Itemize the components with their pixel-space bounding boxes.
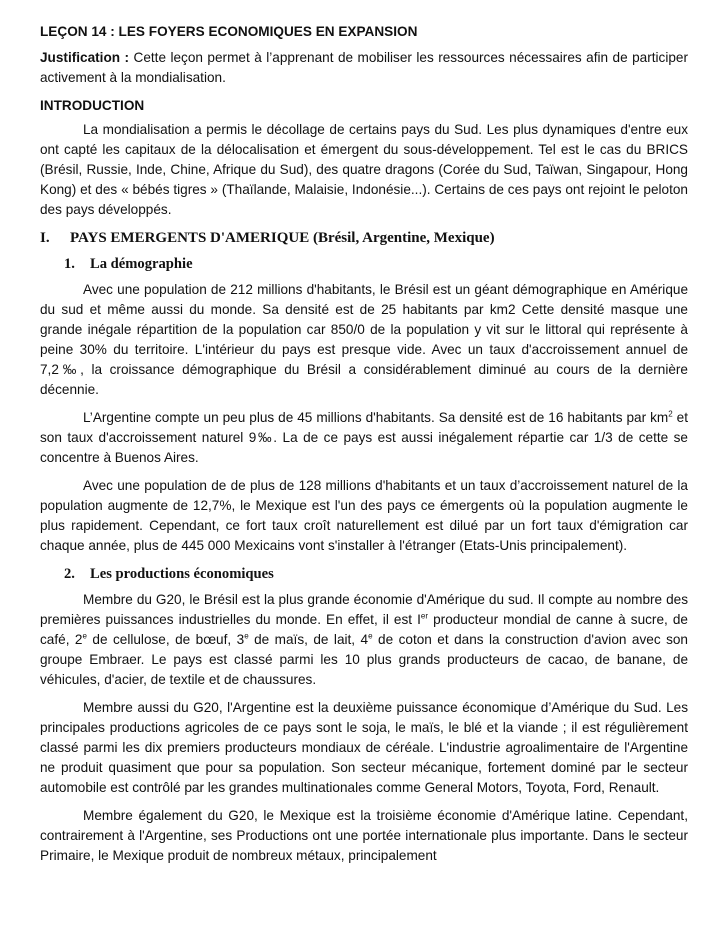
paragraph-text: L’Argentine compte un peu plus de 45 millions d'habitants. Sa densité est de 16 habitants par km <box>83 410 669 425</box>
paragraph-mexico-demography: Avec une population de de plus de 128 millions d'habitants et un taux d’accroissement naturel de la population augmente de 12,7%, le Mexique est l'un des pays ce émergents où la population augmente le plus rapidement. Cependant, ce fort taux croît naturellement est dilué par un fort taux d'émigration car chaque année, plus de 445 000 Mexicains vont s'installer à l'étranger (Etats-Unis principalement). <box>40 478 688 553</box>
superscript: e <box>82 631 87 641</box>
paragraph-brazil-demography: Avec une population de 212 millions d'habitants, le Brésil est un géant démographique en Amérique du sud et même aussi du monde. Sa densité est de 25 habitants par km2 Cette densité masque une grande inégale répartition de la population car 850/0 de la population y vit sur le littoral qui représente à peine 30% du territoire. L'intérieur du pays est presque vide. Avec un taux d'accroissement annuel de 7,2‰, la croissance démographique du Brésil a considérablement diminué au cours de la dernière décennie. <box>40 282 688 397</box>
section-1-number: I. <box>40 230 50 246</box>
section-1-heading <box>40 228 688 248</box>
superscript: e <box>244 631 249 641</box>
paragraph-text: de coton et dans la construction d'avion avec son groupe Embraer. Le pays est classé parmi les 10 plus grands producteurs de cacao, de banane, de véhicules, d'acier, de textile et de chaussures. <box>40 632 688 687</box>
subsection-2-title: Les productions économiques <box>90 566 274 582</box>
introduction-paragraph: La mondialisation a permis le décollage de certains pays du Sud. Les plus dynamiques d'entre eux ont capté les capitaux de la délocalisation et émergent du sous-développement. Tel est le cas du BRICS (Brésil, Russie, Inde, Chine, Afrique du Sud), des quatre dragons (Corée du Sud, Taïwan, Singapour, Hong Kong) et des « bébés tigres » (Thaïlande, Malaisie, Indonésie...). Certains de ces pays ont rejoint le peloton des pays développés. <box>40 122 688 217</box>
paragraph-text: de cellulose, de bœuf, 3 <box>86 632 245 647</box>
subsection-1-heading <box>64 254 688 274</box>
paragraph-text: producteur mondial de canne à sucre, de café, 2 <box>40 612 688 647</box>
justification-label: Justification : <box>40 50 130 65</box>
superscript: 2 <box>668 409 673 419</box>
justification-paragraph <box>40 48 688 88</box>
justification-text: Cette leçon permet à l’apprenant de mobiliser les ressources nécessaires afin de participer activement à la mondialisation. <box>40 50 689 85</box>
paragraph-text: de maïs, de lait, 4 <box>248 632 369 647</box>
subsection-2-heading <box>64 564 688 584</box>
subsection-2-number: 2. <box>64 566 75 582</box>
paragraph-argentina-demography <box>40 408 688 468</box>
paragraph-text: Membre du G20, le Brésil est la plus grande économie d'Amérique du sud. Il compte au nombre des premières puissances industrielles du monde. En effet, il est I <box>40 592 688 627</box>
document-page <box>40 22 688 874</box>
superscript: e <box>368 631 373 641</box>
paragraph-argentina-economy: Membre aussi du G20, l'Argentine est la deuxième puissance économique d’Amérique du Sud. Les principales productions agricoles de ce pays sont le soja, le maïs, le blé et la viande ; il est régulièrement classé parmi les dix premiers producteurs mondiaux de céréale. L'industrie agroalimentaire de l'Argentine ne produit quasiment que pour sa population. Son secteur mécanique, fortement dominé par le secteur automobile est contrôlé par les grandes multinationales comme General Motors, Toyota, Ford, Renault. <box>40 700 688 795</box>
lesson-title: LEÇON 14 : LES FOYERS ECONOMIQUES EN EXPANSION <box>40 24 418 39</box>
paragraph-text: et son taux d'accroissement naturel 9‰. La de ce pays est aussi inégalement répartie car 1/3 de cette se concentre à Buenos Aires. <box>40 410 688 465</box>
subsection-1-number: 1. <box>64 256 75 272</box>
introduction-heading: INTRODUCTION <box>40 98 145 113</box>
paragraph-mexico-economy: Membre également du G20, le Mexique est la troisième économie d'Amérique latine. Cependant, contrairement à l'Argentine, ses Productions ont une portée internationale plus importante. Dans le secteur Primaire, le Mexique produit de nombreux métaux, principalement <box>40 808 688 863</box>
subsection-1-title: La démographie <box>90 256 193 272</box>
section-1-title: PAYS EMERGENTS D'AMERIQUE (Brésil, Argentine, Mexique) <box>70 230 495 246</box>
paragraph-brazil-economy <box>40 590 688 690</box>
superscript: er <box>420 611 429 621</box>
